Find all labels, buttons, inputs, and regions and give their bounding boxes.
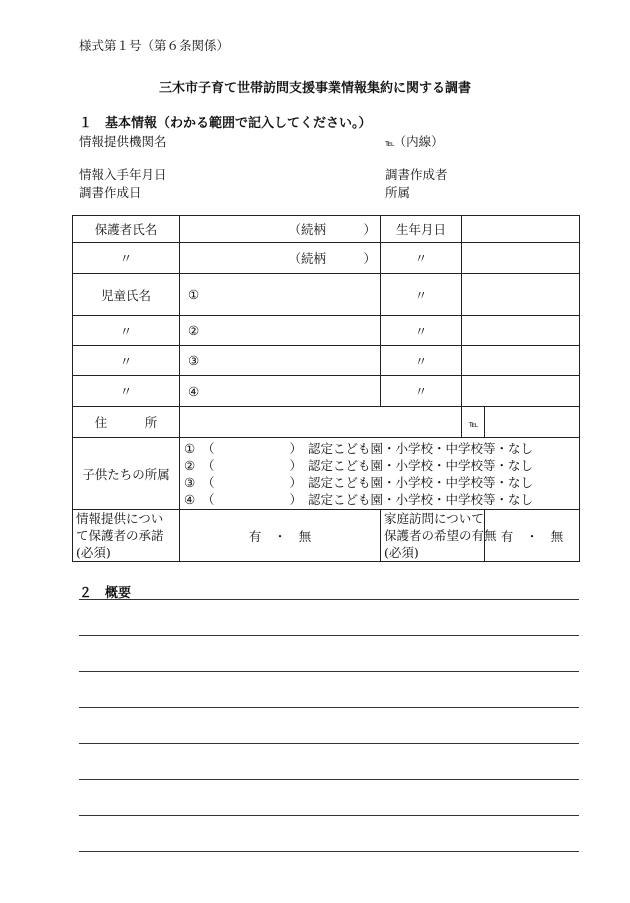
child-number: ④ — [188, 383, 200, 399]
affiliation-line — [184, 491, 575, 508]
affiliation-line — [184, 474, 575, 491]
table-row — [73, 438, 580, 510]
affiliation-school-blank[interactable]: （ ） — [202, 491, 303, 507]
table-row — [73, 274, 580, 316]
child2-birth-date-cell[interactable] — [462, 316, 580, 346]
creator-label: 調書作成者 — [385, 167, 448, 182]
child4-birth-date-cell[interactable] — [462, 376, 580, 407]
department-label: 所属 — [385, 185, 411, 200]
section1-heading: １ 基本情報（わかる範囲で記入してください。） — [79, 116, 372, 131]
affiliation-line — [184, 457, 575, 474]
consent-label-line: て保護者の承諾 — [76, 528, 164, 543]
summary-line[interactable] — [79, 743, 579, 744]
affiliation-lines — [184, 440, 575, 508]
child1-name-cell[interactable] — [180, 274, 381, 316]
consent-options[interactable]: 有 ・ 無 — [180, 510, 381, 562]
visit-label-line: 家庭訪問について — [384, 511, 484, 526]
affiliation-cell[interactable] — [180, 438, 580, 510]
affiliation-number: ② — [184, 457, 196, 473]
address-cell[interactable] — [180, 407, 462, 438]
address-tel-label — [462, 407, 485, 438]
table-row — [73, 376, 580, 407]
child1-birth-date-cell[interactable] — [462, 274, 580, 316]
affiliation-options[interactable]: 認定こども園・小学校・中学校等・なし — [308, 440, 534, 456]
tel-extension — [385, 132, 444, 150]
summary-line[interactable] — [79, 635, 579, 636]
summary-line[interactable] — [79, 671, 579, 672]
child2-name-cell[interactable] — [180, 316, 381, 346]
visit-label-line: (必須) — [384, 545, 419, 560]
child3-name-cell[interactable] — [180, 346, 381, 376]
affiliation-school-blank[interactable]: （ ） — [202, 474, 303, 490]
visit-label — [381, 510, 497, 562]
guardian-birth-date-cell[interactable] — [462, 216, 580, 243]
birth-date-label: 生年月日 — [381, 216, 462, 243]
ditto-mark: 〃 — [381, 243, 462, 274]
affiliation-options[interactable]: 認定こども園・小学校・中学校等・なし — [308, 457, 534, 473]
guardian2-name-cell[interactable] — [180, 243, 381, 274]
ditto-mark: 〃 — [381, 316, 462, 346]
affiliation-school-blank[interactable]: （ ） — [202, 457, 303, 473]
affiliation-options[interactable]: 認定こども園・小学校・中学校等・なし — [308, 474, 534, 490]
ditto-mark: 〃 — [381, 274, 462, 316]
table-row — [73, 346, 580, 376]
affiliation-label: 子供たちの所属 — [73, 438, 180, 510]
section2-heading: ２ 概要 — [79, 586, 132, 601]
visit-options[interactable]: 有 ・ 無 — [485, 510, 580, 562]
guardian-name-label: 保護者氏名 — [73, 216, 180, 243]
relation-label: （続柄 ） — [288, 251, 377, 266]
affiliation-school-blank[interactable]: （ ） — [202, 440, 303, 456]
child3-birth-date-cell[interactable] — [462, 346, 580, 376]
ditto-mark: 〃 — [73, 346, 180, 376]
consent-label — [73, 510, 180, 562]
receipt-date-label: 情報入手年月日 — [79, 167, 167, 182]
consent-label-line: 情報提供につい — [76, 511, 164, 526]
child-number: ② — [188, 323, 200, 338]
info-provider-label: 情報提供機関名 — [79, 134, 167, 149]
affiliation-number: ④ — [184, 491, 196, 507]
summary-line[interactable] — [79, 851, 579, 852]
child-name-label: 児童氏名 — [73, 274, 180, 316]
table-row — [73, 407, 580, 438]
consent-label-line: (必須) — [76, 545, 111, 560]
ditto-mark: 〃 — [381, 376, 462, 407]
tel-icon: ℡ — [468, 419, 478, 430]
affiliation-options[interactable]: 認定こども園・小学校・中学校等・なし — [308, 491, 534, 507]
summary-line[interactable] — [79, 815, 579, 816]
basic-info-table — [72, 215, 580, 562]
guardian2-birth-date-cell[interactable] — [462, 243, 580, 274]
created-date-label: 調書作成日 — [79, 185, 142, 200]
child4-name-cell[interactable] — [180, 376, 381, 407]
ditto-mark: 〃 — [73, 243, 180, 274]
table-row — [73, 510, 580, 562]
table-row — [73, 243, 580, 274]
child-number: ① — [188, 287, 200, 302]
ditto-mark: 〃 — [73, 376, 180, 407]
summary-line[interactable] — [79, 779, 579, 780]
child-number: ③ — [188, 353, 200, 368]
visit-label-line: 保護者の希望の有無 — [384, 528, 497, 543]
extension-label: （内線） — [393, 134, 444, 149]
document-title: 三木市子育て世帯訪問支援事業情報集約に関する調書 — [158, 81, 471, 96]
affiliation-number: ① — [184, 440, 196, 456]
tel-icon: ℡ — [385, 139, 394, 149]
address-label: 住 所 — [73, 407, 180, 438]
guardian-name-cell[interactable] — [180, 216, 381, 243]
address-tel-cell[interactable] — [485, 407, 580, 438]
table-row — [73, 316, 580, 346]
summary-line[interactable] — [79, 599, 579, 600]
affiliation-line — [184, 440, 575, 457]
ditto-mark: 〃 — [381, 346, 462, 376]
summary-line[interactable] — [79, 707, 579, 708]
relation-label: （続柄 ） — [288, 222, 377, 237]
ditto-mark: 〃 — [73, 316, 180, 346]
affiliation-number: ③ — [184, 474, 196, 490]
table-row — [73, 216, 580, 243]
form-number: 様式第１号（第６条関係） — [79, 38, 230, 53]
